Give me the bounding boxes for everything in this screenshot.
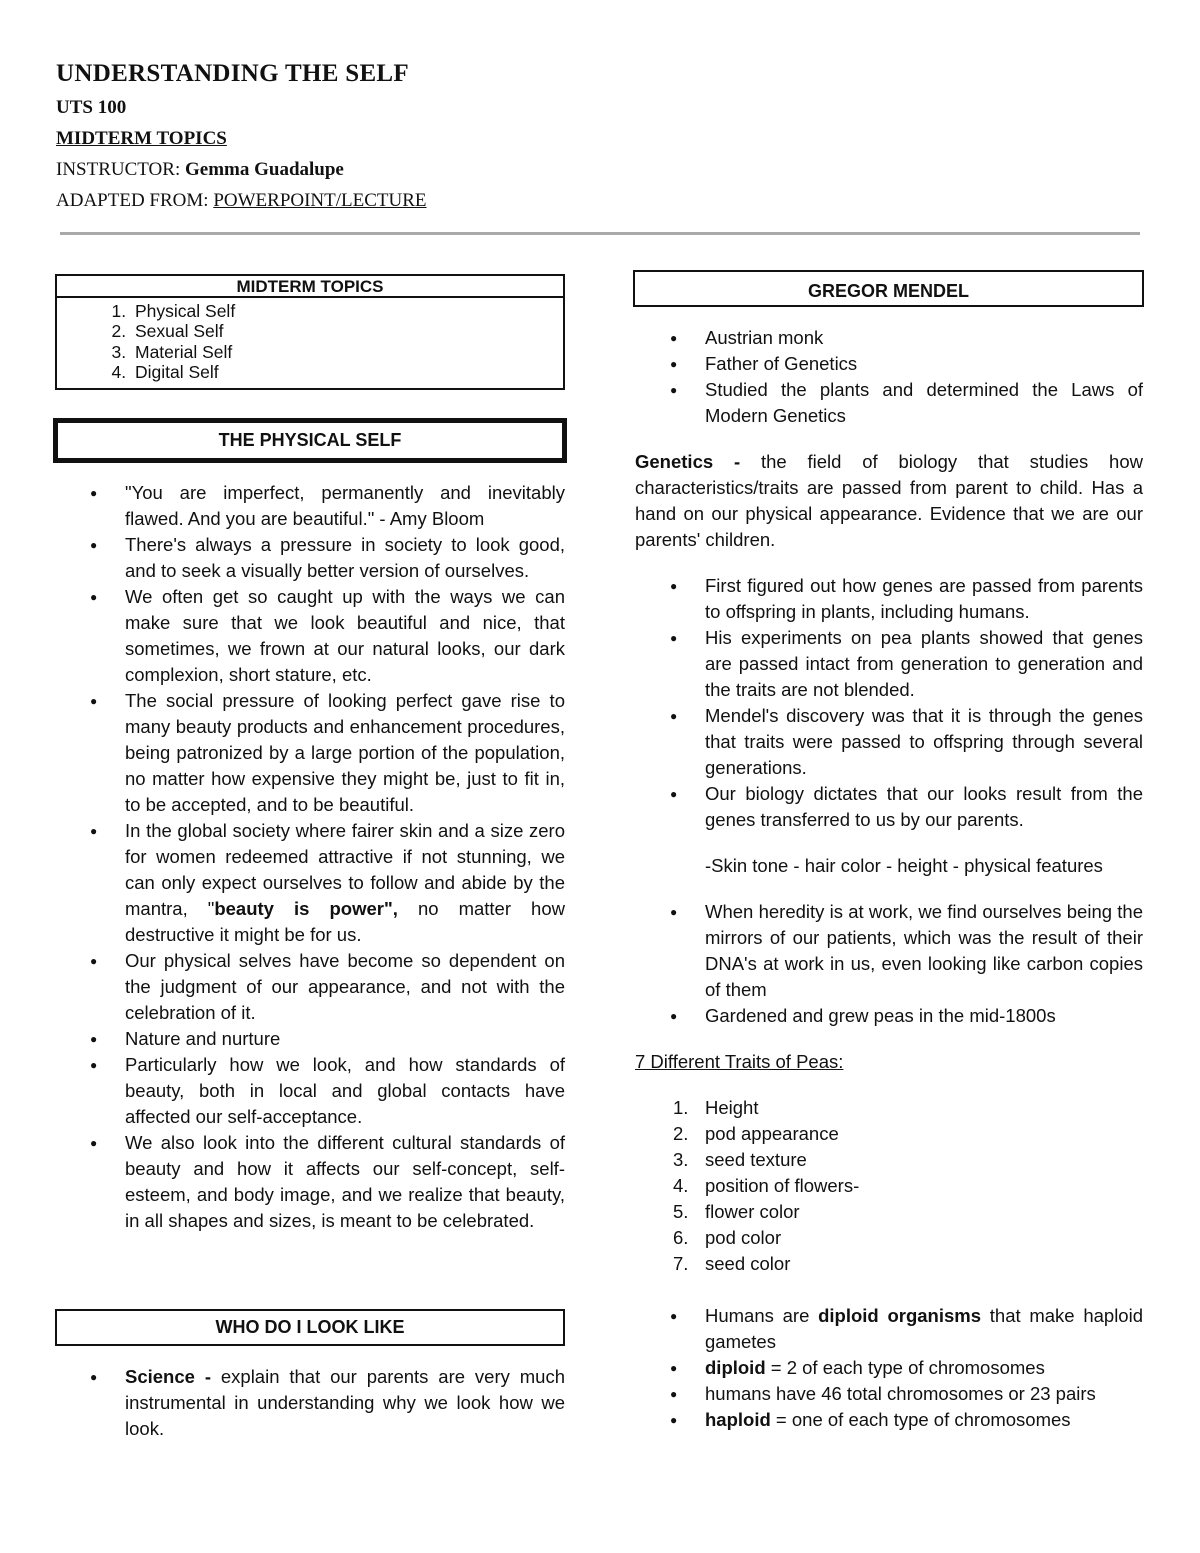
instructor-label: INSTRUCTOR: — [56, 159, 181, 180]
who-look-like-section — [55, 1364, 565, 1442]
diploid-label: diploid — [705, 1357, 766, 1378]
course-code: UTS 100 — [56, 97, 127, 118]
list-item: 4. position of flowers- — [673, 1175, 860, 1196]
adapted-value: POWERPOINT/LECTURE — [213, 190, 427, 211]
adapted-line — [56, 185, 427, 216]
pea-traits-list — [635, 1095, 1143, 1277]
document-header — [56, 56, 427, 216]
physical-self-heading: THE PHYSICAL SELF — [53, 418, 567, 463]
genetics-label: Genetics - — [635, 451, 741, 472]
list-item: ● We often get so caught up with the ways we can make sure that we look beautiful and nice, that sometimes, we frown at our natural looks, our dark complexion, short stature, etc. — [55, 584, 565, 688]
list-item: 2. Sexual Self — [131, 321, 563, 341]
trait-label: pod color — [705, 1227, 782, 1248]
chromosomes-list — [635, 1303, 1143, 1433]
mantra-bold: beauty is power", — [214, 898, 398, 919]
midterm-topics-heading: MIDTERM TOPICS — [57, 276, 563, 298]
list-item: ● humans have 46 total chromosomes or 23 pairs — [635, 1381, 1143, 1407]
mantra-text-post: no matter how destructive it might be for us. — [125, 898, 565, 945]
list-item — [635, 1355, 1143, 1381]
trait-label: position of flowers- — [705, 1175, 860, 1196]
science-label: Science - — [125, 1366, 211, 1387]
list-item — [55, 818, 565, 948]
list-item: 2. pod appearance — [673, 1123, 839, 1144]
instructor-name: Gemma Guadalupe — [184, 159, 344, 180]
list-item — [55, 1364, 565, 1442]
list-item: ● There's always a pressure in society to look good, and to seek a visually better version of ourselves. — [55, 532, 565, 584]
trait-label: seed color — [705, 1253, 791, 1274]
mendel-facts-list — [635, 325, 1143, 429]
list-item: ● Studied the plants and determined the Laws of Modern Genetics — [635, 377, 1143, 429]
trait-label: pod appearance — [705, 1123, 839, 1144]
list-item: ● Austrian monk — [635, 325, 1143, 351]
list-item: ● Father of Genetics — [635, 351, 1143, 377]
list-item: ● We also look into the different cultural standards of beauty and how it affects our self-concept, self-esteem, and body image, and we realize that beauty, in all shapes and sizes, is meant to be celebrated. — [55, 1130, 565, 1234]
document-title: UNDERSTANDING THE SELF — [56, 60, 409, 87]
haploid-text: = one of each type of chromosomes — [770, 1409, 1071, 1430]
list-item: ● When heredity is at work, we find ourselves being the mirrors of our patients, which was the result of their DNA's at work in us, even looking like carbon copies of them — [635, 899, 1143, 1003]
gregor-mendel-section — [635, 325, 1143, 1433]
list-item: 5. flower color — [673, 1201, 800, 1222]
who-look-like-heading: WHO DO I LOOK LIKE — [55, 1309, 565, 1346]
instructor-line — [56, 154, 427, 185]
diploid-text: = 2 of each type of chromosomes — [765, 1357, 1045, 1378]
pea-traits-heading: 7 Different Traits of Peas: — [635, 1051, 844, 1072]
midterm-topics-list — [57, 301, 563, 382]
physical-self-section — [55, 480, 565, 1234]
list-item — [635, 1303, 1143, 1355]
gregor-mendel-heading: GREGOR MENDEL — [633, 270, 1144, 307]
midterm-topics-table — [55, 274, 565, 390]
trait-label: flower color — [705, 1201, 800, 1222]
header-divider — [60, 232, 1140, 235]
list-item: ● Our biology dictates that our looks result from the genes transferred to us by our parents. — [635, 781, 1143, 833]
list-item: ● "You are imperfect, permanently and inevitably flawed. And you are beautiful." - Amy Bloom — [55, 480, 565, 532]
physical-self-list — [55, 480, 565, 1234]
heredity-list — [635, 899, 1143, 1029]
list-item: 1. Physical Self — [131, 301, 563, 321]
list-item: 4. Digital Self — [131, 362, 563, 382]
list-item: ● Gardened and grew peas in the mid-1800s — [635, 1003, 1143, 1029]
list-item: ● His experiments on pea plants showed that genes are passed intact from generation to generation and the traits are not blended. — [635, 625, 1143, 703]
humans-text-pre: Humans are — [705, 1305, 819, 1326]
who-look-like-list — [55, 1364, 565, 1442]
trait-label: Height — [705, 1097, 759, 1118]
list-item: 1. Height — [673, 1097, 759, 1118]
list-item: ● The social pressure of looking perfect gave rise to many beauty products and enhancement procedures, being patronized by a large portion of the population, no matter how expensive they might be, just to fit in, to be accepted, and to be beautiful. — [55, 688, 565, 818]
list-item — [635, 1407, 1143, 1433]
list-item: 3. seed texture — [673, 1149, 807, 1170]
genetics-definition — [635, 449, 1143, 553]
list-item: 6. pod color — [673, 1227, 782, 1248]
list-item: ● Nature and nurture — [55, 1026, 565, 1052]
diploid-organisms-bold: diploid organisms — [818, 1305, 982, 1326]
science-text: explain that our parents are very much instrumental in understanding why we look how we look. — [125, 1366, 565, 1439]
humans-text-post: that make haploid gametes — [705, 1305, 1144, 1352]
list-item: ● Our physical selves have become so dependent on the judgment of our appearance, and not with the celebration of it. — [55, 948, 565, 1026]
list-item: 3. Material Self — [131, 342, 563, 362]
list-item: 7. seed color — [673, 1253, 791, 1274]
physical-features-line: -Skin tone - hair color - height - physical features — [705, 855, 1103, 876]
adapted-label: ADAPTED FROM: — [56, 190, 209, 211]
list-item: ● Particularly how we look, and how standards of beauty, both in local and global contacts have affected our self-acceptance. — [55, 1052, 565, 1130]
genetics-text: the field of biology that studies how characteristics/traits are passed from parent to child. Has a hand on our physical appearance. Evidence that we are our parents' children. — [635, 451, 1143, 550]
mendel-discoveries-list — [635, 573, 1143, 833]
topics-label: MIDTERM TOPICS — [56, 128, 227, 149]
list-item: ● First figured out how genes are passed from parents to offspring in plants, including humans. — [635, 573, 1143, 625]
list-item: ● Mendel's discovery was that it is through the genes that traits were passed to offspring through several generations. — [635, 703, 1143, 781]
mantra-text-pre: In the global society where fairer skin and a size zero for women redeemed attractive if not stunning, we can only expect ourselves to follow and abide by the mantra, " — [125, 820, 565, 919]
haploid-label: haploid — [705, 1409, 771, 1430]
trait-label: seed texture — [705, 1149, 807, 1170]
